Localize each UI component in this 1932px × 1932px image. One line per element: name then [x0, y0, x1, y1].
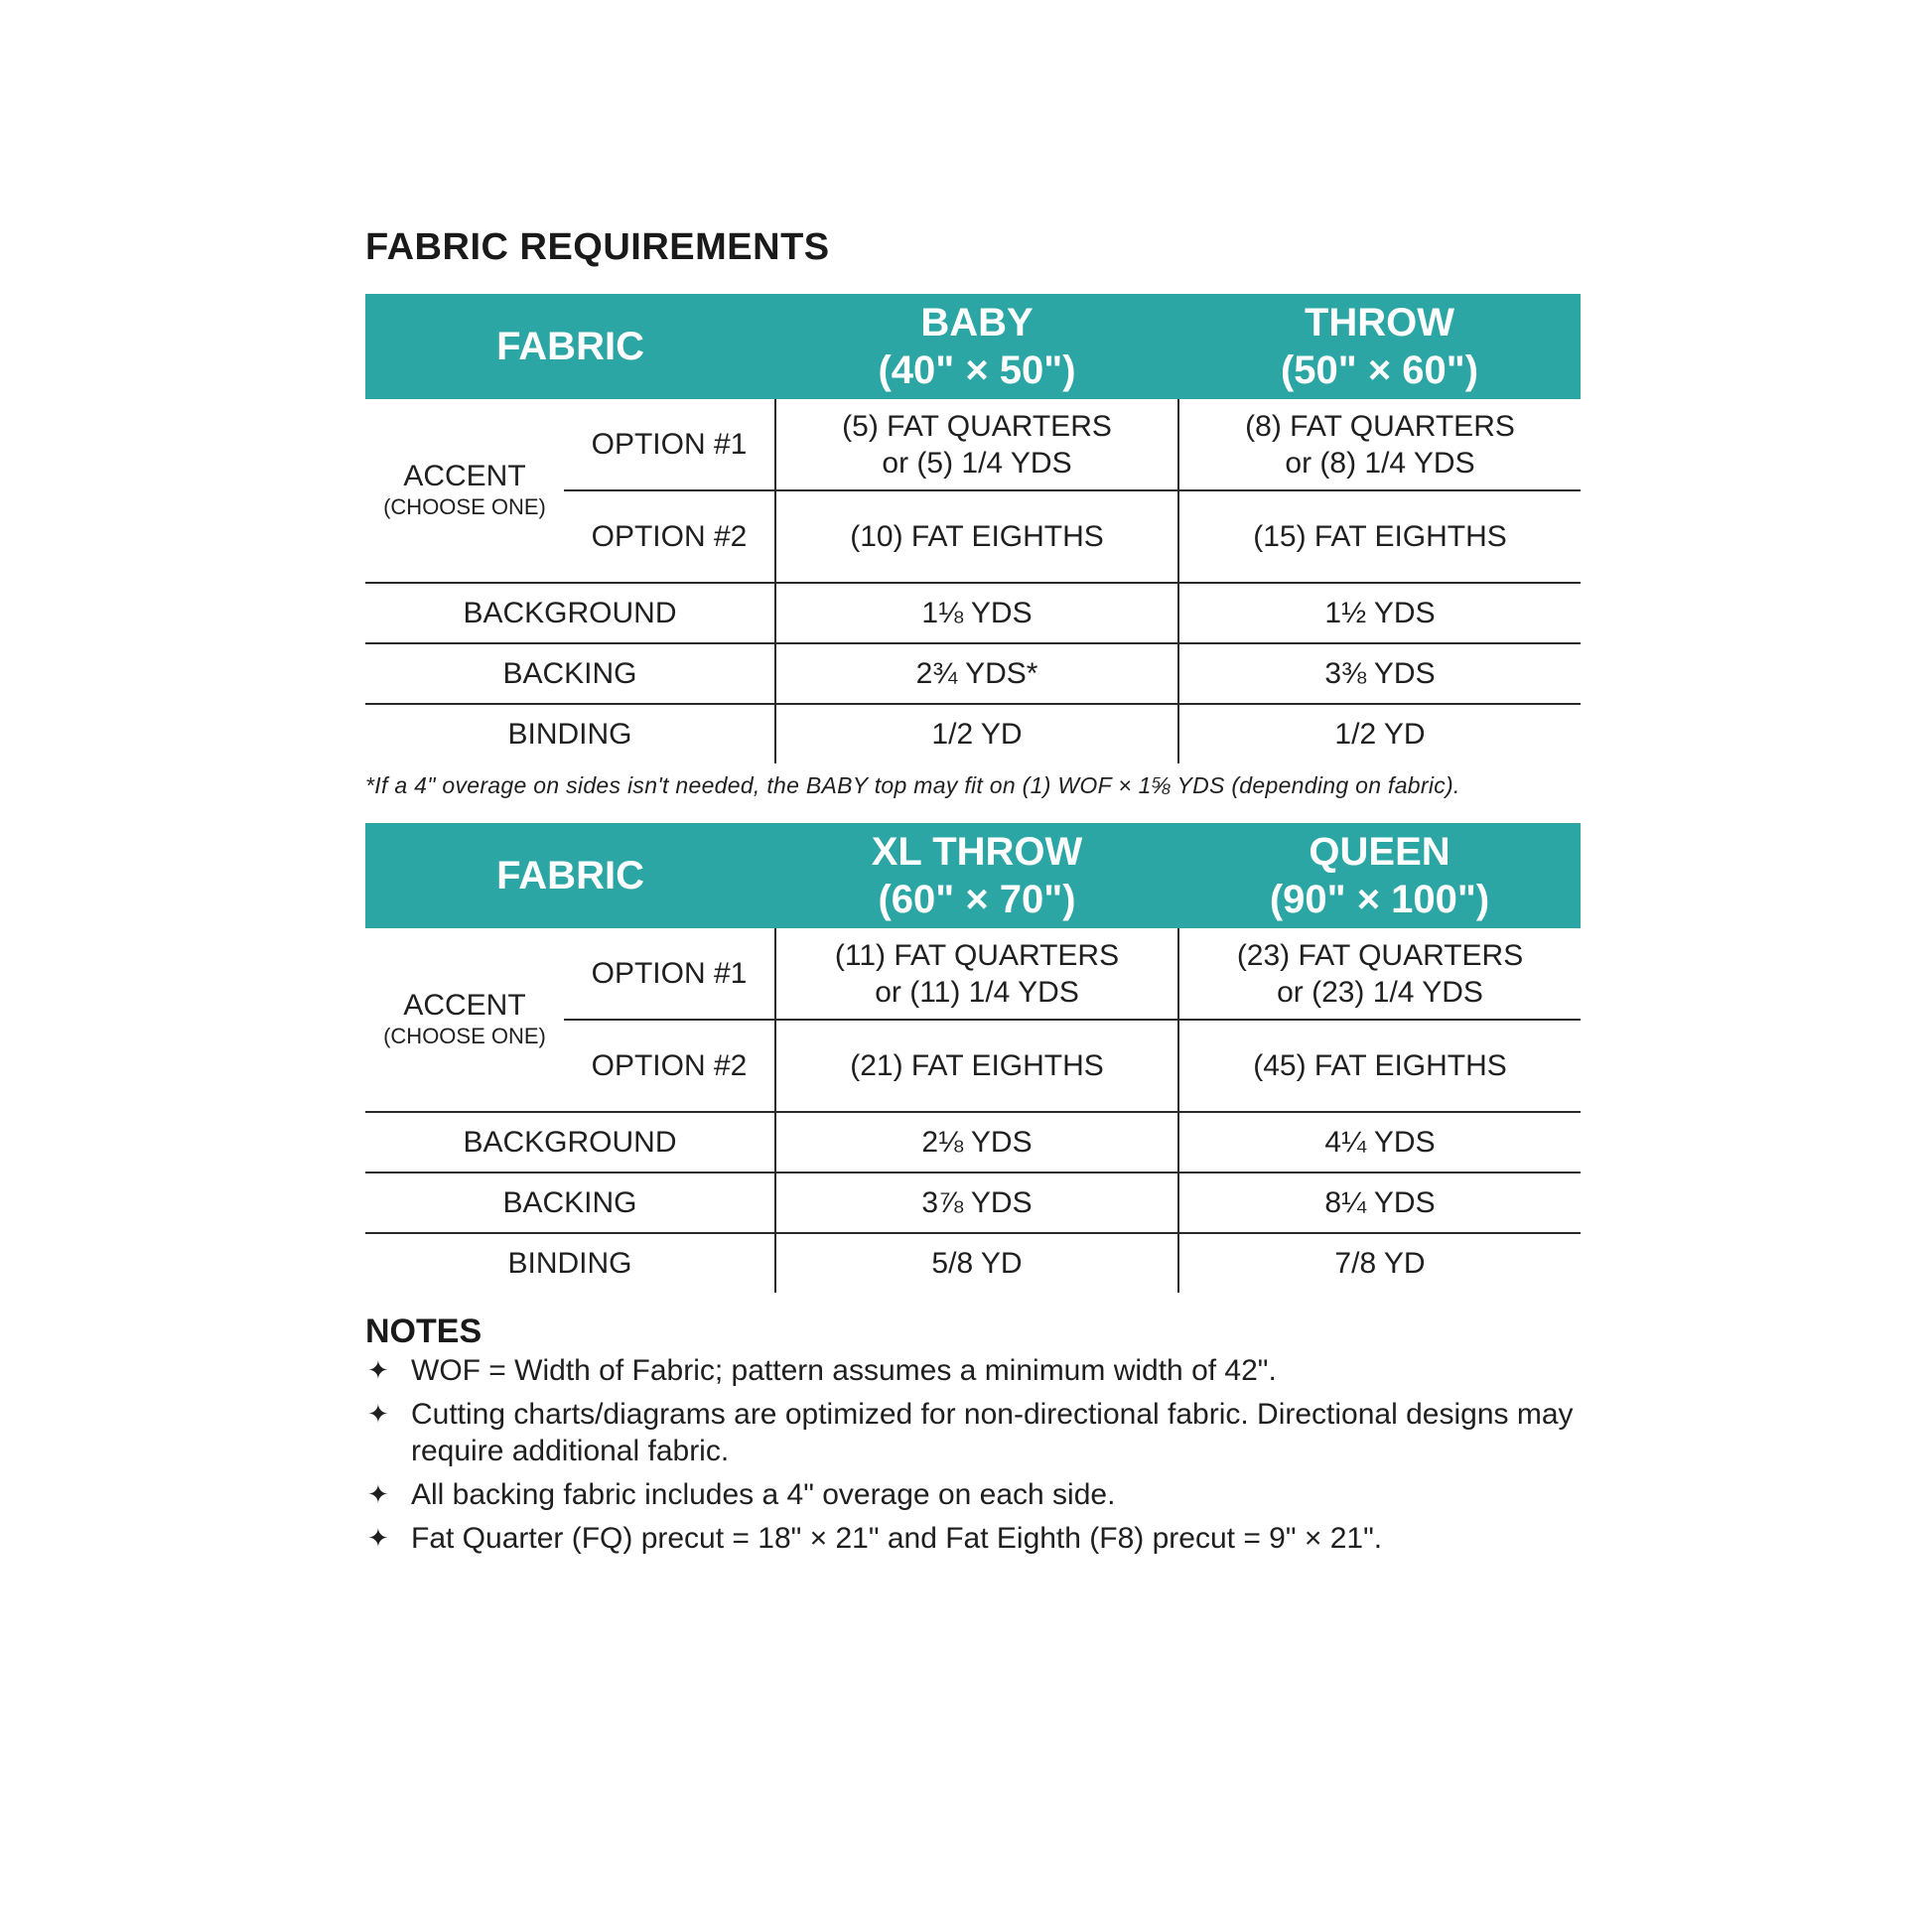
header-fabric: FABRIC	[365, 294, 775, 399]
option1-label: OPTION #1	[564, 399, 775, 490]
notes-heading: NOTES	[365, 1312, 483, 1350]
option1-baby-line2: or (5) 1/4 YDS	[882, 446, 1072, 480]
table-header-row	[365, 823, 1581, 928]
table-row-background	[365, 1112, 1581, 1173]
accent-sublabel: (CHOOSE ONE)	[383, 1024, 546, 1048]
backing-baby-cell: 2¾ YDS*	[775, 643, 1178, 704]
star-bullet-icon: ✦	[367, 1523, 389, 1553]
backing-footnote: *If a 4" overage on sides isn't needed, the BABY top may fit on (1) WOF × 1⅝ YDS (depending on fabric).	[365, 772, 1460, 798]
header-throw-name: THROW	[1304, 301, 1455, 345]
note-text: Cutting charts/diagrams are optimized for non-directional fabric. Directional designs may require additional fabric.	[411, 1398, 1574, 1467]
table-row-backing	[365, 1173, 1581, 1233]
accent-label-cell	[365, 928, 564, 1112]
header-fabric: FABRIC	[365, 823, 775, 928]
row-label-binding: BINDING	[507, 718, 632, 751]
note-item	[365, 1520, 1606, 1557]
page-title: FABRIC REQUIREMENTS	[365, 226, 830, 268]
star-bullet-icon: ✦	[367, 1399, 389, 1429]
note-text: WOF = Width of Fabric; pattern assumes a minimum width of 42".	[411, 1354, 1277, 1387]
header-xl-throw-size: (60" × 70")	[878, 878, 1076, 921]
row-label-binding: BINDING	[507, 1247, 632, 1280]
table-row-accent-option1	[365, 399, 1581, 490]
fabric-table-baby-throw	[365, 294, 1581, 763]
header-throw-size: (50" × 60")	[1280, 348, 1479, 392]
option1-label: OPTION #1	[564, 928, 775, 1020]
table-row-background	[365, 583, 1581, 643]
option1-xl-throw-line1: (11) FAT QUARTERS	[834, 938, 1120, 972]
table-row-binding	[365, 1233, 1581, 1293]
binding-queen-cell: 7/8 YD	[1178, 1233, 1581, 1293]
option1-queen-line1: (23) FAT QUARTERS	[1236, 938, 1524, 972]
accent-label: ACCENT	[403, 460, 526, 492]
option1-queen-cell	[1178, 928, 1581, 1020]
option1-baby-cell	[775, 399, 1178, 490]
background-baby-cell: 1⅛ YDS	[775, 583, 1178, 643]
accent-label-cell	[365, 399, 564, 583]
table-row-binding	[365, 704, 1581, 763]
background-queen-cell: 4¼ YDS	[1178, 1112, 1581, 1173]
header-throw	[1178, 294, 1581, 399]
binding-baby-cell: 1/2 YD	[775, 704, 1178, 763]
background-xl-throw-cell: 2⅛ YDS	[775, 1112, 1178, 1173]
notes-list	[365, 1352, 1606, 1564]
binding-xl-throw-cell: 5/8 YD	[775, 1233, 1178, 1293]
option1-throw-cell	[1178, 399, 1581, 490]
binding-throw-cell: 1/2 YD	[1178, 704, 1581, 763]
note-item	[365, 1476, 1606, 1513]
table-row-backing	[365, 643, 1581, 704]
background-throw-cell: 1½ YDS	[1178, 583, 1581, 643]
header-baby-name: BABY	[920, 301, 1034, 345]
option1-throw-line2: or (8) 1/4 YDS	[1285, 446, 1475, 480]
table-header-row	[365, 294, 1581, 399]
header-queen-name: QUEEN	[1309, 830, 1450, 874]
option2-label: OPTION #2	[564, 490, 775, 583]
note-item	[365, 1396, 1606, 1469]
note-text: All backing fabric includes a 4" overage on each side.	[411, 1478, 1116, 1511]
header-baby-size: (40" × 50")	[878, 348, 1076, 392]
option1-xl-throw-cell	[775, 928, 1178, 1020]
header-xl-throw-name: XL THROW	[871, 830, 1083, 874]
backing-throw-cell: 3⅜ YDS	[1178, 643, 1581, 704]
header-baby	[775, 294, 1178, 399]
note-text: Fat Quarter (FQ) precut = 18" × 21" and Fat Eighth (F8) precut = 9" × 21".	[411, 1522, 1383, 1555]
star-bullet-icon: ✦	[367, 1355, 389, 1385]
backing-xl-throw-cell: 3⅞ YDS	[775, 1173, 1178, 1233]
option2-queen-cell: (45) FAT EIGHTHS	[1178, 1020, 1581, 1112]
option2-throw-cell: (15) FAT EIGHTHS	[1178, 490, 1581, 583]
option2-label: OPTION #2	[564, 1020, 775, 1112]
fabric-table-xlthrow-queen	[365, 823, 1581, 1293]
header-xl-throw	[775, 823, 1178, 928]
star-bullet-icon: ✦	[367, 1479, 389, 1509]
option1-queen-line2: or (23) 1/4 YDS	[1277, 975, 1483, 1009]
option1-baby-line1: (5) FAT QUARTERS	[842, 409, 1112, 443]
note-item	[365, 1352, 1606, 1389]
backing-queen-cell: 8¼ YDS	[1178, 1173, 1581, 1233]
option1-throw-line1: (8) FAT QUARTERS	[1245, 409, 1515, 443]
row-label-background: BACKGROUND	[365, 583, 775, 643]
table-row-accent-option1	[365, 928, 1581, 1020]
accent-sublabel: (CHOOSE ONE)	[383, 494, 546, 519]
row-label-background: BACKGROUND	[365, 1112, 775, 1173]
option2-baby-cell: (10) FAT EIGHTHS	[775, 490, 1178, 583]
accent-label: ACCENT	[403, 989, 526, 1022]
header-queen-size: (90" × 100")	[1269, 878, 1490, 921]
row-label-backing: BACKING	[365, 1173, 775, 1233]
row-label-backing: BACKING	[365, 643, 775, 704]
header-queen	[1178, 823, 1581, 928]
option1-xl-throw-line2: or (11) 1/4 YDS	[875, 975, 1079, 1009]
option2-xl-throw-cell: (21) FAT EIGHTHS	[775, 1020, 1178, 1112]
